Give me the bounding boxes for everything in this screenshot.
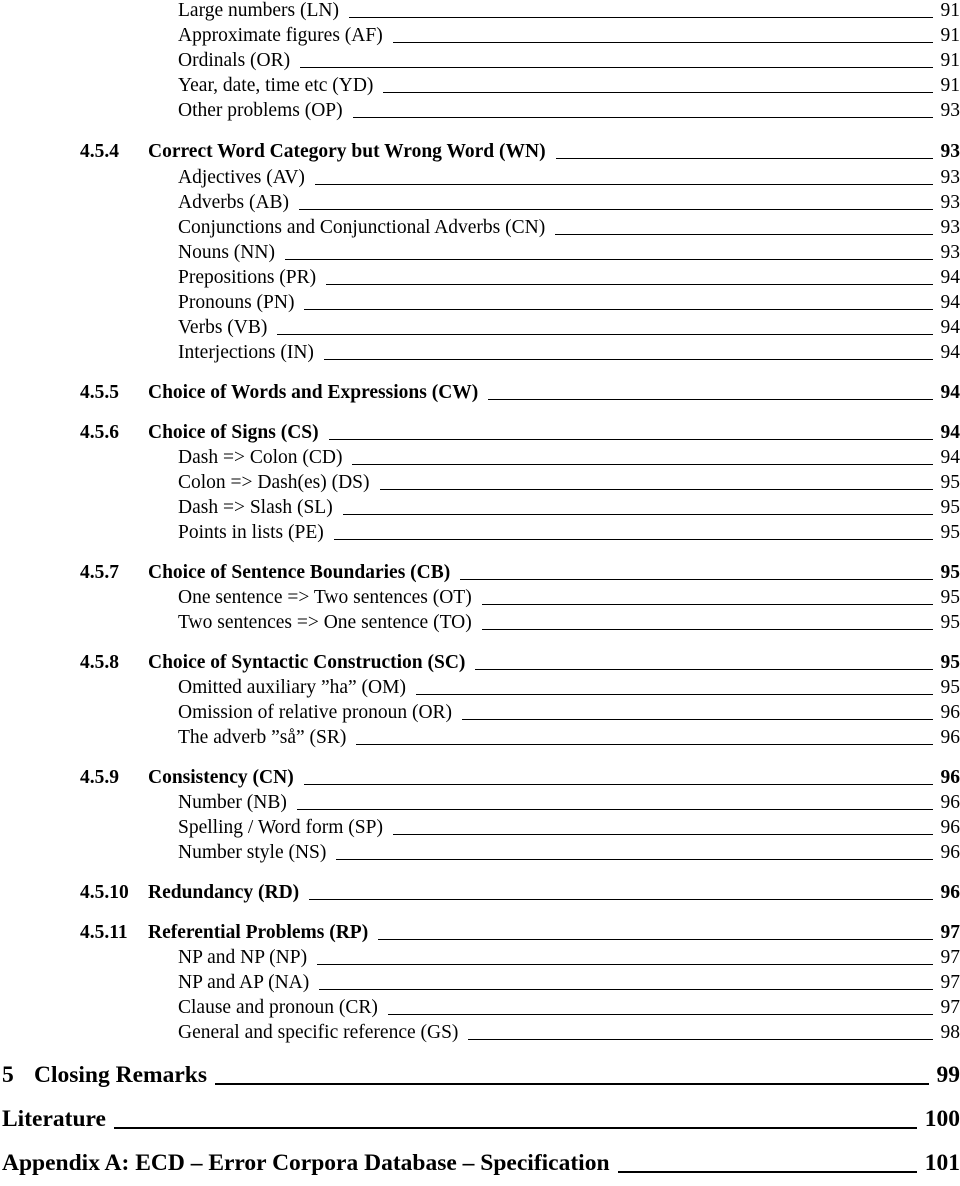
toc-subentry[interactable] xyxy=(178,1022,960,1044)
toc-subentry[interactable] xyxy=(178,292,960,314)
toc-entry-title: Omitted auxiliary ”ha” (OM) xyxy=(178,677,406,698)
toc-page-number: 100 xyxy=(924,1106,960,1132)
toc-entry-title: Clause and pronoun (CR) xyxy=(178,997,378,1018)
toc-entry-title: Year, date, time etc (YD) xyxy=(178,75,374,96)
toc-page-number: 95 xyxy=(940,522,960,543)
toc-leader-line xyxy=(460,579,932,580)
toc-page-number: 93 xyxy=(940,217,960,238)
toc-entry-title: Referential Problems (RP) xyxy=(148,922,369,943)
toc-subentry[interactable] xyxy=(178,167,960,189)
toc-leader-line xyxy=(326,284,932,285)
toc-entry-title: One sentence => Two sentences (OT) xyxy=(178,587,472,608)
toc-entry-title: Number style (NS) xyxy=(178,842,327,863)
toc-entry-title: Dash => Colon (CD) xyxy=(178,447,343,468)
toc-leader-line xyxy=(114,1127,917,1129)
toc-leader-line xyxy=(380,489,933,490)
toc-subentry[interactable] xyxy=(178,100,960,122)
toc-entry-title: Choice of Signs (CS) xyxy=(148,422,319,443)
toc-leader-line xyxy=(304,309,932,310)
toc-leader-line xyxy=(343,514,933,515)
toc-chapter-entry[interactable] xyxy=(2,1106,960,1133)
toc-entry-title: Choice of Sentence Boundaries (CB) xyxy=(148,562,451,583)
toc-subentry[interactable] xyxy=(178,587,960,609)
toc-page-number: 97 xyxy=(940,972,960,993)
toc-entry-title: Conjunctions and Conjunctional Adverbs (CN) xyxy=(178,217,546,238)
toc-leader-line xyxy=(317,964,932,965)
toc-page-number: 95 xyxy=(940,612,960,633)
toc-entry-title: Adjectives (AV) xyxy=(178,167,305,188)
toc-entry-title: General and specific reference (GS) xyxy=(178,1022,459,1043)
toc-leader-line xyxy=(388,1014,933,1015)
toc-subentry[interactable] xyxy=(178,25,960,47)
toc-subentry[interactable] xyxy=(178,50,960,72)
toc-entry-title: Redundancy (RD) xyxy=(148,882,300,903)
toc-page-number: 96 xyxy=(940,842,960,863)
toc-page-number: 94 xyxy=(940,447,960,468)
toc-subentry[interactable] xyxy=(178,702,960,724)
toc-section-entry[interactable] xyxy=(80,422,960,444)
toc-entry-title: Correct Word Category but Wrong Word (WN) xyxy=(148,141,546,162)
toc-entry-title: The adverb ”så” (SR) xyxy=(178,727,347,748)
toc-leader-line xyxy=(482,604,933,605)
toc-entry-title: Pronouns (PN) xyxy=(178,292,295,313)
toc-leader-line xyxy=(349,17,933,18)
toc-page-number: 94 xyxy=(940,342,960,363)
toc-subentry[interactable] xyxy=(178,727,960,749)
toc-entry-title: Interjections (IN) xyxy=(178,342,314,363)
toc-subentry[interactable] xyxy=(178,792,960,814)
toc-subentry[interactable] xyxy=(178,972,960,994)
toc-subentry[interactable] xyxy=(178,267,960,289)
toc-entry-number: 4.5.10 xyxy=(80,882,129,903)
toc-entry-title: Two sentences => One sentence (TO) xyxy=(178,612,472,633)
toc-entry-title: Closing Remarks xyxy=(34,1062,207,1088)
toc-subentry[interactable] xyxy=(178,217,960,239)
toc-leader-line xyxy=(416,694,933,695)
toc-page-number: 91 xyxy=(940,75,960,96)
toc-subentry[interactable] xyxy=(178,522,960,544)
toc-section-entry[interactable] xyxy=(80,652,960,674)
toc-page-number: 94 xyxy=(940,382,960,403)
toc-subentry[interactable] xyxy=(178,842,960,864)
toc-page-number: 96 xyxy=(940,702,960,723)
toc-chapter-entry[interactable] xyxy=(2,1062,960,1089)
toc-entry-number: 5 xyxy=(2,1062,14,1088)
toc-subentry[interactable] xyxy=(178,997,960,1019)
toc-entry-title: Large numbers (LN) xyxy=(178,0,339,21)
toc-page-number: 97 xyxy=(940,997,960,1018)
toc-subentry[interactable] xyxy=(178,947,960,969)
toc-subentry[interactable] xyxy=(178,677,960,699)
toc-page-number: 95 xyxy=(940,677,960,698)
toc-leader-line xyxy=(324,359,933,360)
toc-section-entry[interactable] xyxy=(80,767,960,789)
toc-chapter-entry[interactable] xyxy=(2,1150,960,1177)
toc-entry-number: 4.5.4 xyxy=(80,141,119,162)
toc-section-entry[interactable] xyxy=(80,882,960,904)
toc-section-entry[interactable] xyxy=(80,382,960,404)
toc-leader-line xyxy=(383,92,932,93)
toc-page-number: 91 xyxy=(940,0,960,21)
toc-page-number: 93 xyxy=(940,141,960,162)
toc-subentry[interactable] xyxy=(178,242,960,264)
toc-page-number: 95 xyxy=(940,562,960,583)
toc-entry-title: Approximate figures (AF) xyxy=(178,25,383,46)
toc-entry-title: Dash => Slash (SL) xyxy=(178,497,333,518)
toc-page-number: 93 xyxy=(940,100,960,121)
toc-entry-number: 4.5.11 xyxy=(80,922,128,943)
toc-leader-line xyxy=(488,399,932,400)
toc-page-number: 94 xyxy=(940,267,960,288)
toc-entry-title: Other problems (OP) xyxy=(178,100,343,121)
toc-leader-line xyxy=(315,184,933,185)
toc-page-number: 93 xyxy=(940,167,960,188)
toc-subentry[interactable] xyxy=(178,75,960,97)
toc-section-entry[interactable] xyxy=(80,562,960,584)
toc-entry-title: Spelling / Word form (SP) xyxy=(178,817,383,838)
toc-leader-line xyxy=(618,1171,917,1173)
toc-subentry[interactable] xyxy=(178,612,960,634)
toc-page-number: 91 xyxy=(940,25,960,46)
toc-entry-title: Adverbs (AB) xyxy=(178,192,290,213)
toc-page-number: 95 xyxy=(940,587,960,608)
toc-leader-line xyxy=(555,234,932,235)
toc-page-number: 94 xyxy=(940,422,960,443)
toc-page-number: 96 xyxy=(940,792,960,813)
toc-leader-line xyxy=(319,989,932,990)
toc-entry-title: Nouns (NN) xyxy=(178,242,275,263)
toc-entry-title: Literature xyxy=(2,1106,106,1132)
toc-leader-line xyxy=(352,464,932,465)
toc-entry-title: NP and AP (NA) xyxy=(178,972,310,993)
toc-leader-line xyxy=(468,1039,932,1040)
toc-leader-line xyxy=(215,1083,929,1085)
toc-page-number: 94 xyxy=(940,292,960,313)
toc-page-number: 97 xyxy=(940,947,960,968)
toc-leader-line xyxy=(378,939,932,940)
toc-entry-title: Choice of Syntactic Construction (SC) xyxy=(148,652,466,673)
toc-leader-line xyxy=(393,834,933,835)
toc-entry-number: 4.5.8 xyxy=(80,652,119,673)
toc-leader-line xyxy=(556,158,933,159)
toc-page-number: 93 xyxy=(940,242,960,263)
toc-subentry[interactable] xyxy=(178,317,960,339)
toc-subentry[interactable] xyxy=(178,192,960,214)
toc-subentry[interactable] xyxy=(178,817,960,839)
toc-entry-title: Colon => Dash(es) (DS) xyxy=(178,472,370,493)
toc-leader-line xyxy=(356,744,932,745)
toc-page-number: 99 xyxy=(936,1062,960,1088)
toc-subentry[interactable] xyxy=(178,497,960,519)
toc-leader-line xyxy=(334,539,933,540)
toc-entry-number: 4.5.6 xyxy=(80,422,119,443)
toc-entry-title: Verbs (VB) xyxy=(178,317,268,338)
toc-page-number: 93 xyxy=(940,192,960,213)
toc-entry-number: 4.5.7 xyxy=(80,562,119,583)
toc-subentry[interactable] xyxy=(178,0,960,22)
toc-page-number: 96 xyxy=(940,882,960,903)
toc-leader-line xyxy=(309,899,932,900)
toc-entry-title: Choice of Words and Expressions (CW) xyxy=(148,382,479,403)
toc-entry-title: Number (NB) xyxy=(178,792,287,813)
toc-page-number: 96 xyxy=(940,727,960,748)
toc-entry-title: Appendix A: ECD – Error Corpora Database – Specification xyxy=(2,1150,610,1176)
toc-page-number: 98 xyxy=(940,1022,960,1043)
toc-page-number: 95 xyxy=(940,472,960,493)
toc-leader-line xyxy=(475,669,932,670)
toc-leader-line xyxy=(393,42,933,43)
toc-leader-line xyxy=(297,809,933,810)
toc-entry-title: Ordinals (OR) xyxy=(178,50,291,71)
toc-page-number: 94 xyxy=(940,317,960,338)
toc-entry-number: 4.5.9 xyxy=(80,767,119,788)
toc-subentry[interactable] xyxy=(178,342,960,364)
toc-leader-line xyxy=(304,784,933,785)
toc-page-number: 96 xyxy=(940,767,960,788)
toc-section-entry[interactable] xyxy=(80,141,960,163)
toc-page-number: 91 xyxy=(940,50,960,71)
toc-section-entry[interactable] xyxy=(80,922,960,944)
toc-page-number: 95 xyxy=(940,497,960,518)
toc-leader-line xyxy=(285,259,933,260)
toc-subentry[interactable] xyxy=(178,447,960,469)
toc-leader-line xyxy=(300,67,932,68)
toc-leader-line xyxy=(462,719,932,720)
toc-page-number: 96 xyxy=(940,817,960,838)
toc-leader-line xyxy=(329,439,933,440)
toc-leader-line xyxy=(299,209,932,210)
toc-leader-line xyxy=(353,117,933,118)
toc-leader-line xyxy=(277,334,932,335)
toc-leader-line xyxy=(336,859,932,860)
toc-entry-title: Omission of relative pronoun (OR) xyxy=(178,702,453,723)
toc-entry-title: Points in lists (PE) xyxy=(178,522,324,543)
toc-subentry[interactable] xyxy=(178,472,960,494)
toc-page-number: 97 xyxy=(940,922,960,943)
toc-leader-line xyxy=(482,629,933,630)
toc-entry-title: NP and NP (NP) xyxy=(178,947,308,968)
toc-entry-number: 4.5.5 xyxy=(80,382,119,403)
toc-entry-title: Consistency (CN) xyxy=(148,767,294,788)
toc-page-number: 101 xyxy=(924,1150,960,1176)
toc-page-number: 95 xyxy=(940,652,960,673)
toc-entry-title: Prepositions (PR) xyxy=(178,267,317,288)
